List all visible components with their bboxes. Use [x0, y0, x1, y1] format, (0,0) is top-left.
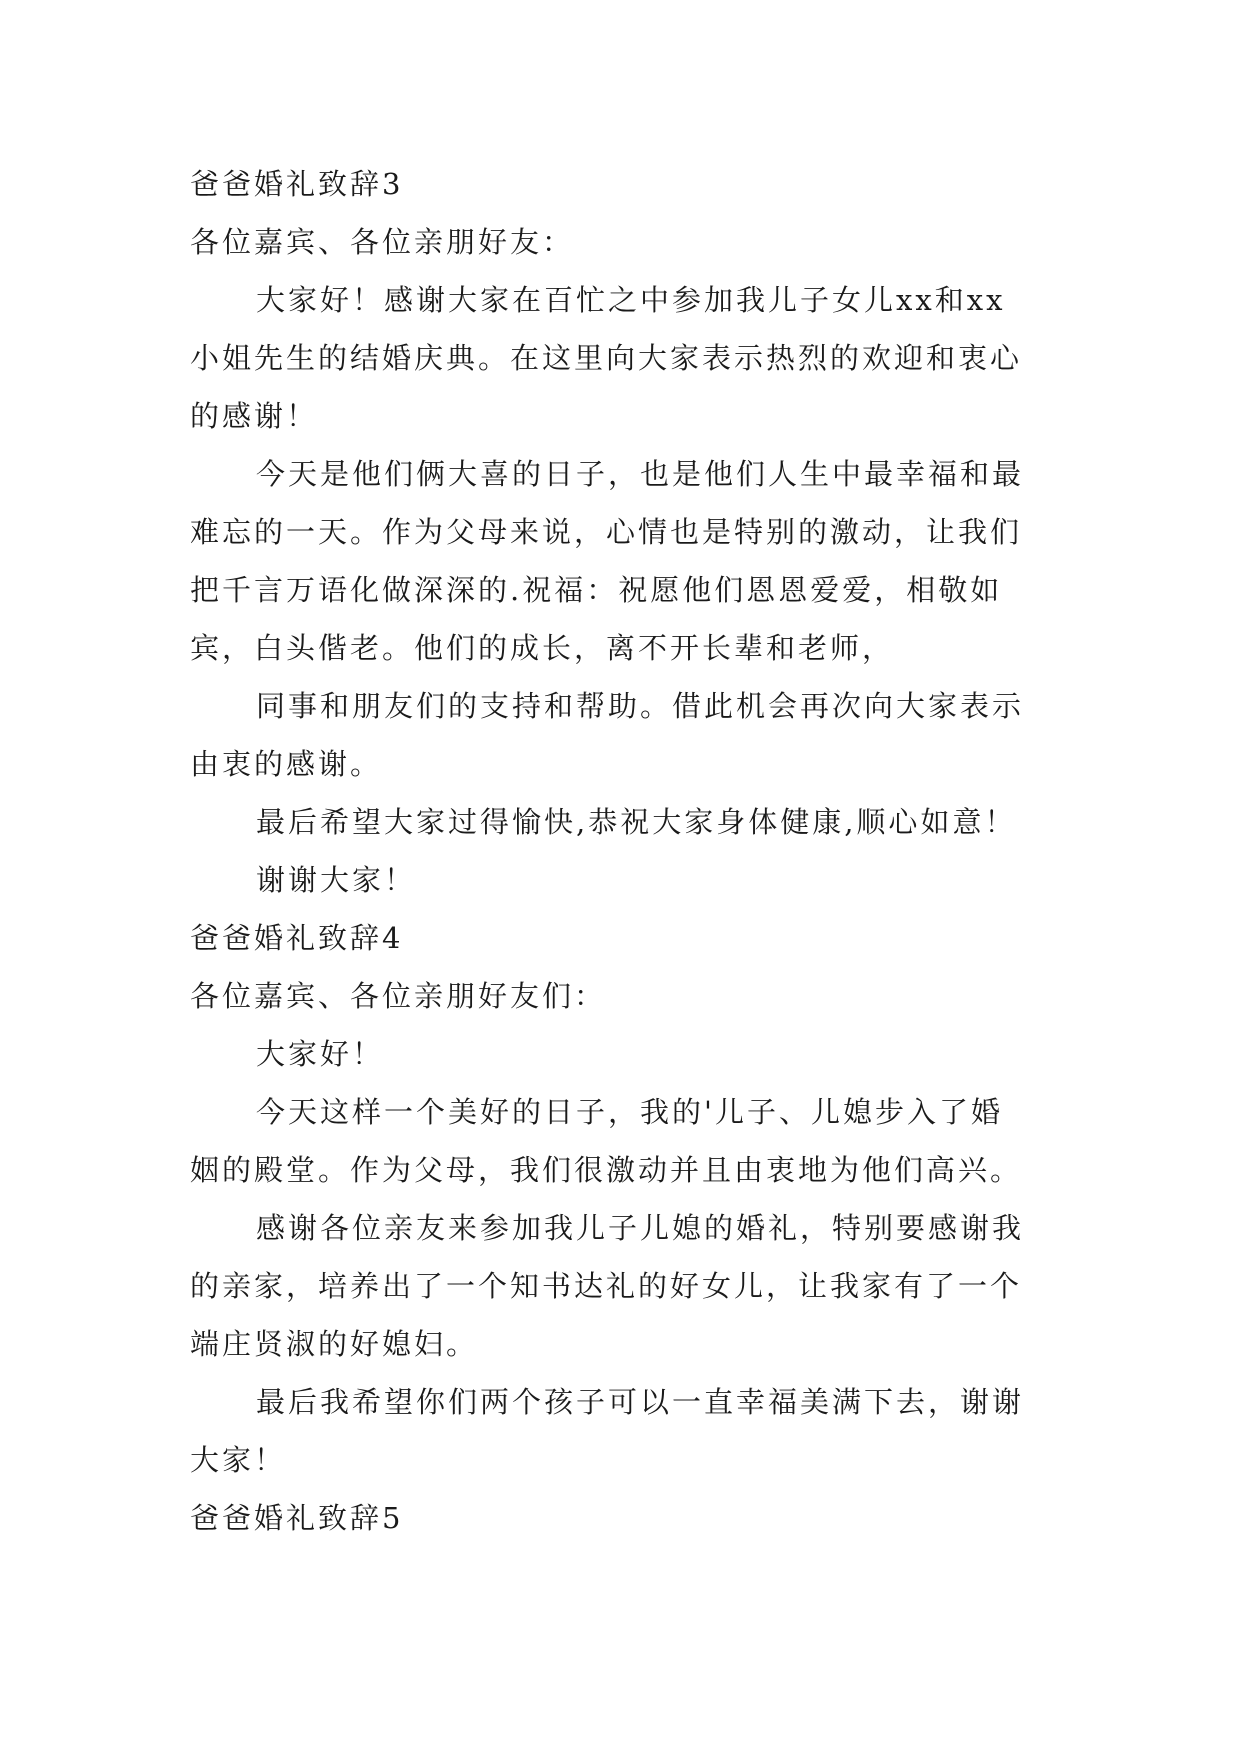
document-body [190, 155, 1050, 1547]
text-line: 感谢各位亲友来参加我儿子儿媳的婚礼，特别要感谢我 [256, 1211, 1025, 1245]
text-line: 姻的殿堂。作为父母，我们很激动并且由衷地为他们高兴。 [190, 1153, 1023, 1187]
text-line: 最后希望大家过得愉快,恭祝大家身体健康,顺心如意！ [256, 805, 1017, 839]
text-line: 今天这样一个美好的日子，我的'儿子、儿媳步入了婚 [256, 1095, 1003, 1129]
section-heading: 爸爸婚礼致辞3 [190, 167, 404, 201]
text-line: 端庄贤淑的好媳妇。 [190, 1327, 479, 1361]
text-line: 难忘的一天。作为父母来说，心情也是特别的激动，让我们 [190, 515, 1023, 549]
text-line: 由衷的感谢。 [190, 747, 383, 781]
text-line: 宾，白头偕老。他们的成长，离不开长辈和老师， [190, 631, 895, 665]
text-line: 大家好！感谢大家在百忙之中参加我儿子女儿xx和xx [256, 283, 1006, 317]
text-line: 同事和朋友们的支持和帮助。借此机会再次向大家表示 [256, 689, 1025, 723]
salutation: 各位嘉宾、各位亲朋好友们： [190, 979, 607, 1013]
section-heading: 爸爸婚礼致辞4 [190, 921, 404, 955]
text-line: 把千言万语化做深深的.祝福：祝愿他们恩恩爱爱，相敬如 [190, 573, 1003, 607]
text-line: 今天是他们俩大喜的日子，也是他们人生中最幸福和最 [256, 457, 1025, 491]
text-line: 大家好！ [256, 1037, 385, 1071]
text-line: 小姐先生的结婚庆典。在这里向大家表示热烈的欢迎和衷心 [190, 341, 1023, 375]
text-line: 最后我希望你们两个孩子可以一直幸福美满下去，谢谢 [256, 1385, 1025, 1419]
section-heading: 爸爸婚礼致辞5 [190, 1501, 404, 1535]
text-line: 大家！ [190, 1443, 287, 1477]
salutation: 各位嘉宾、各位亲朋好友： [190, 225, 575, 259]
text-line: 的亲家，培养出了一个知书达礼的好女儿，让我家有了一个 [190, 1269, 1023, 1303]
text-line: 的感谢！ [190, 399, 319, 433]
text-line: 谢谢大家！ [256, 863, 417, 897]
